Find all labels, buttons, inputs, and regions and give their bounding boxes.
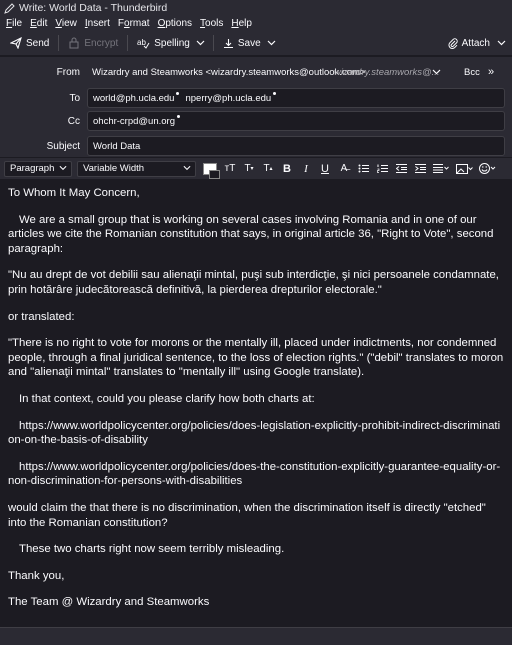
align-dropdown-icon[interactable] (430, 160, 452, 178)
recipient-pill[interactable]: nperry@ph.ucla.edu (185, 93, 276, 104)
download-icon (223, 38, 234, 49)
spelling-label: Spelling (154, 37, 190, 49)
attach-button[interactable] (444, 33, 494, 53)
more-recipients-icon[interactable]: » (488, 66, 495, 78)
indent-icon[interactable] (411, 160, 429, 178)
encrypt-button[interactable] (64, 33, 122, 53)
from-row (0, 62, 512, 82)
menu-options[interactable]: Options (157, 18, 193, 29)
send-icon (10, 37, 22, 49)
italic-icon[interactable]: I (304, 162, 308, 175)
closing: Thank you, (8, 569, 65, 582)
emoji-dropdown-icon[interactable] (476, 160, 498, 178)
save-dropdown[interactable] (265, 40, 279, 46)
chevron-down-icon (183, 165, 191, 171)
to-row (0, 88, 512, 108)
compose-headers (0, 57, 512, 157)
menu-bar (0, 16, 512, 31)
chevron-down-icon (497, 40, 506, 46)
lock-icon (68, 37, 80, 49)
send-button[interactable] (6, 33, 53, 53)
background-color-picker[interactable] (209, 170, 220, 179)
larger-text-icon[interactable]: T ▴ (263, 163, 273, 174)
attach-label: Attach (461, 37, 490, 49)
message-body[interactable] (0, 179, 512, 627)
from-label: From (56, 66, 80, 78)
body-paragraph: In that context, could you please clarify how both charts at: (19, 392, 315, 405)
cc-label: Cc (67, 115, 80, 127)
recipient-marker-icon (177, 115, 180, 118)
bcc-button[interactable]: Bcc (464, 66, 480, 78)
outdent-icon[interactable] (392, 160, 410, 178)
from-identity: wizardry.steamworks@... (334, 66, 440, 78)
chevron-down-icon (432, 69, 441, 75)
recipient-marker-icon (176, 92, 179, 95)
window-title: Write: World Data - Thunderbird (19, 2, 168, 14)
paragraph-style-select[interactable]: Paragraph (4, 161, 72, 177)
spelling-button[interactable] (133, 33, 194, 53)
toolbar-separator (127, 35, 128, 51)
romanian-quote: "Nu au drept de vot debilii sau alienaţii mintal, puşi sub interdicţie, şi nici persoanele condamnate, prin hotărâre judecătorească definitivă, la pierderea drepturilor electorale." (8, 269, 499, 296)
body-paragraph: would claim the that there is no discrimination, when the discrimination itself is directly "etched" into the Romanian constitution? (8, 501, 486, 529)
link-paragraph: https://www.worldpolicycenter.org/policies/does-legislation-explicitly-prohibit-indirect-discrimination-on-the-basis-of-disability (8, 419, 501, 447)
subject-row (0, 136, 512, 156)
recipient-marker-icon (273, 92, 276, 95)
greeting: To Whom It May Concern, (8, 187, 140, 199)
bold-icon[interactable]: B (283, 162, 291, 175)
cc-row (0, 111, 512, 131)
menu-help[interactable]: Help (231, 18, 252, 29)
menu-edit[interactable]: Edit (30, 18, 48, 29)
spellcheck-icon (137, 37, 150, 49)
font-size-icon[interactable]: ᴛT (224, 163, 236, 174)
paperclip-icon (448, 37, 458, 49)
compose-toolbar (0, 31, 512, 56)
chevron-down-icon (267, 40, 276, 46)
from-select[interactable]: Wizardry and Steamworks <wizardry.steamworks@outlook.com> (92, 66, 366, 78)
chevron-down-icon (59, 165, 67, 171)
toolbar-right-group (444, 33, 508, 53)
status-bar (0, 627, 512, 645)
subject-label: Subject (46, 140, 80, 152)
menu-insert[interactable]: Insert (84, 18, 110, 29)
recipient-pill[interactable]: ohchr-crpd@un.org (93, 116, 180, 127)
bullet-list-icon[interactable] (354, 160, 372, 178)
font-select[interactable]: Variable Width (77, 161, 196, 177)
text-color-picker[interactable] (203, 163, 217, 175)
text-style-icon[interactable]: A̶ (340, 163, 348, 174)
cc-field[interactable] (87, 111, 505, 131)
menu-tools[interactable]: Tools (200, 18, 224, 29)
toolbar-separator (58, 35, 59, 51)
toolbar-separator (213, 35, 214, 51)
subject-input[interactable]: World Data (87, 136, 505, 156)
underline-icon[interactable]: U (321, 162, 329, 175)
menu-view[interactable]: View (55, 18, 77, 29)
chevron-down-icon (196, 40, 205, 46)
svg-text:ab: ab (137, 38, 147, 47)
to-label: To (69, 92, 80, 104)
send-label: Send (26, 37, 50, 49)
from-dropdown[interactable] (432, 66, 441, 78)
menu-format[interactable]: Format (117, 18, 150, 29)
attach-dropdown[interactable] (494, 40, 508, 46)
link-paragraph: https://www.worldpolicycenter.org/policies/does-the-constitution-explicitly-guarantee-equality-or-non-discrimination-for-persons-with-disabilities (8, 460, 501, 488)
spelling-dropdown[interactable] (194, 40, 208, 46)
encrypt-label: Encrypt (84, 37, 119, 49)
pencil-icon (3, 2, 15, 14)
title-bar (0, 0, 512, 16)
body-paragraph: These two charts right now seem terribly misleading. (19, 543, 285, 556)
english-quote: "There is no right to vote for morons or the mentally ill, placed under indictments, nor condemned people, through a final juridical sentence, to the loss of election rights." ("debil" translates to moron and "alienaţii mintal" translates to "mentally ill" using Google translate). (8, 337, 504, 379)
body-paragraph: or translated: (8, 310, 75, 323)
numbered-list-icon[interactable] (373, 160, 391, 178)
save-button[interactable] (219, 33, 265, 53)
format-toolbar (0, 157, 512, 179)
signature: The Team @ Wizardry and Steamworks (8, 596, 210, 609)
insert-image-dropdown-icon[interactable] (453, 160, 475, 178)
menu-file[interactable]: File (6, 18, 23, 29)
to-field[interactable] (87, 88, 505, 108)
body-paragraph: We are a small group that is working on several cases involving Romania and in one of our articles we cite the Romanian constitution that says, in original article 36, "Right to Vote", second paragraph: (8, 213, 494, 255)
smaller-text-icon[interactable]: T ▾ (244, 163, 254, 174)
recipient-pill[interactable]: world@ph.ucla.edu (93, 93, 179, 104)
save-label: Save (237, 37, 261, 49)
